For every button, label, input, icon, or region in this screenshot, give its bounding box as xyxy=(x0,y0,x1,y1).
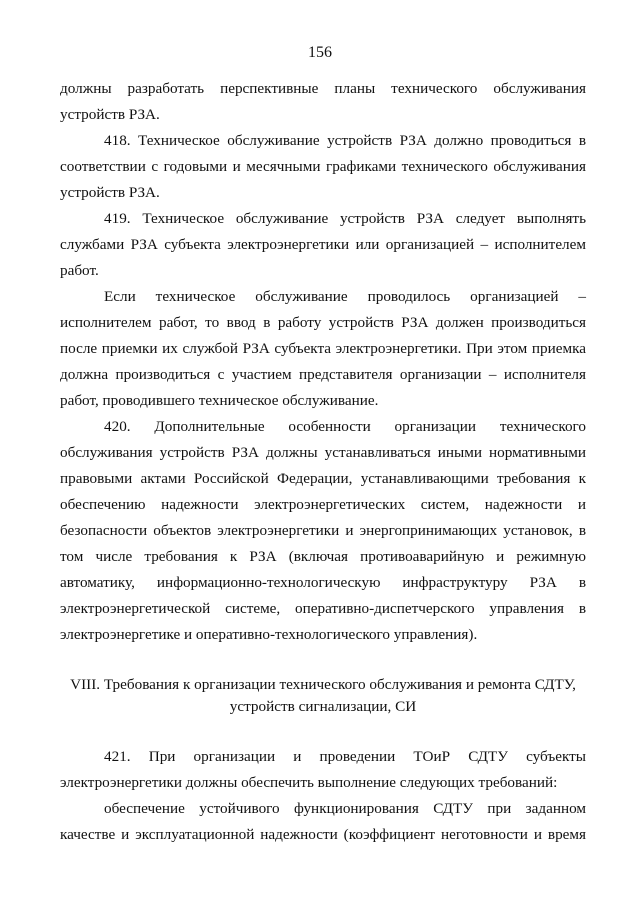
paragraph-acceptance: Если техническое обслуживание проводилось организацией – исполнителем работ, то ввод в работу устройств РЗА должен производиться после приемки их службой РЗА субъекта электроэнергетики. При этом приемка должна производиться с участием представителя организации – исполнителя работ, проводившего техническое обслуживание. xyxy=(60,288,586,409)
section-heading-line-2: устройств сигнализации, СИ xyxy=(229,698,417,715)
paragraph-418: 418. Техническое обслуживание устройств РЗА должно проводиться в соответствии с годовыми и месячными графиками технического обслуживания устройств РЗА. xyxy=(60,132,586,201)
paragraph-420: 420. Дополнительные особенности организации технического обслуживания устройств РЗА должны устанавливаться иными нормативными правовыми актами Российской Федерации, устанавливающими требования к обеспечению надежности электроэнергетических систем, надежности и безопасности объектов электроэнергетики и энергопринимающих установок, в том числе требования к РЗА (включая противоаварийную и режимную автоматику, информационно-технологическую инфраструктуру РЗА в электроэнергетической системе, оперативно-диспетчерского управления в электроэнергетике и оперативно-технологического управления). xyxy=(60,418,586,643)
section-heading-line-1: VIII. Требования к организации технического обслуживания и ремонта СДТУ, xyxy=(70,676,576,693)
paragraph-requirement: обеспечение устойчивого функционирования СДТУ при заданном качестве и эксплуатационной надежности (коэффициент неготовности и время xyxy=(60,800,586,843)
paragraph: должны разработать перспективные планы технического обслуживания устройств РЗА. xyxy=(60,80,586,123)
paragraph-419: 419. Техническое обслуживание устройств РЗА следует выполнять службами РЗА субъекта электроэнергетики или организацией – исполнителем работ. xyxy=(60,210,586,279)
paragraph-421: 421. При организации и проведении ТОиР СДТУ субъекты электроэнергетики должны обеспечить выполнение следующих требований: xyxy=(60,748,586,791)
document-body xyxy=(60,76,586,848)
section-heading xyxy=(60,674,586,718)
page-number: 156 xyxy=(308,44,332,61)
